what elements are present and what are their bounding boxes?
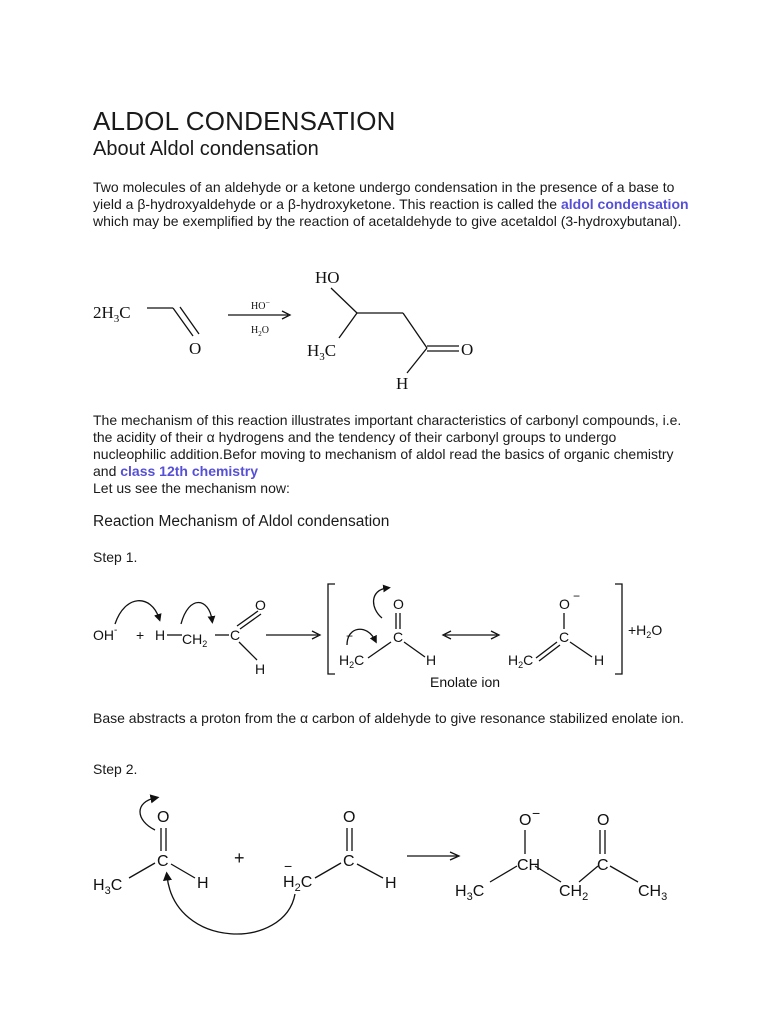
c-h-bond — [239, 642, 257, 660]
ketone-hydrogen: H — [197, 875, 209, 892]
product-bond-2 — [339, 313, 357, 338]
ketone-ch — [171, 864, 195, 878]
product-alkoxide-charge: − — [532, 805, 541, 821]
class-12th-chemistry-link[interactable]: class 12th chemistry — [120, 463, 258, 479]
proton-abstraction-arrow — [115, 601, 159, 624]
carbonyl-oxygen: O — [255, 597, 266, 613]
step2-label: Step 2. — [93, 761, 138, 777]
page-subtitle: About Aldol condensation — [93, 138, 319, 160]
reactant-carbonyl-bond-2 — [180, 307, 199, 334]
step1-caption: Base abstracts a proton from the α carbon of aldehyde to give resonance stabilized enolate ion. — [93, 710, 685, 726]
enolate-hydrogen: H — [594, 652, 605, 668]
carbanion-oxygen: O — [393, 596, 404, 612]
carbanion-ch — [404, 642, 425, 657]
product-ch2-c — [579, 866, 598, 882]
left-bracket — [328, 584, 335, 674]
product-carbonyl-carbon: C — [597, 857, 609, 874]
enolate-carbon: C — [559, 629, 570, 645]
enolate-hydrogen: H — [385, 875, 397, 892]
ketone-oxygen: O — [157, 809, 170, 826]
product-hydroxyl: HO — [315, 268, 340, 287]
aldehyde-hydrogen: H — [255, 661, 266, 677]
product-ch: CH — [517, 857, 541, 874]
enolate-ch — [357, 864, 383, 878]
water-byproduct: $+H_2O$ — [628, 622, 663, 640]
enolate-ion-label: Enolate ion — [430, 674, 501, 690]
electron-shift-arrow — [181, 603, 212, 625]
hydroxide-ion: OH- — [93, 625, 118, 643]
alpha-hydrogen: H — [155, 627, 166, 643]
enolate-h2c: $H_2C$ — [508, 652, 534, 670]
carbonyl-pi-arrow — [140, 798, 155, 830]
mechanism-intro-text-1: The mechanism of this reaction illustrates important characteristics of carbonyl compounds, i.e. the acidity of their α hydrogens and the tendency of their carbonyl groups to undergo nucleophilic addition.Befor moving to mechanism of aldol read the basics of organic chemistry and — [93, 412, 682, 479]
right-bracket — [615, 584, 622, 674]
carbanion-cc — [368, 642, 391, 658]
carbonyl-carbon: C — [230, 627, 241, 643]
overall-reaction-figure — [85, 258, 505, 398]
reactant-formula: $2H_3C$ — [93, 303, 131, 325]
carbanion-hydrogen: H — [426, 652, 437, 668]
enolate-charge: − — [284, 858, 293, 874]
reactant-oxygen: O — [189, 339, 202, 358]
intro-text-2: which may be exemplified by the reaction of acetaldehyde to give acetaldol (3-hydroxybutanal). — [93, 213, 682, 229]
product-alkoxide-oxygen: O — [519, 812, 532, 829]
mechanism-heading: Reaction Mechanism of Aldol condensation — [93, 513, 390, 530]
enolate-charge: − — [573, 589, 581, 603]
enolate-oxygen: O — [559, 596, 570, 612]
ketone-carbon: C — [157, 853, 169, 870]
carbanion-carbon: C — [393, 629, 404, 645]
product-carbonyl-oxygen: O — [597, 812, 610, 829]
product-ch-ch2 — [535, 866, 561, 882]
enolate-carbon: C — [343, 853, 355, 870]
product-oxygen: O — [461, 340, 474, 359]
enolate-oxygen: O — [343, 809, 356, 826]
carbanion-h2c: $H_2C$ — [339, 652, 365, 670]
mechanism-intro-paragraph — [93, 412, 693, 497]
enolate-ch — [570, 642, 592, 657]
product-hydrogen: H — [396, 374, 409, 393]
ketone-cc — [129, 863, 155, 878]
step2-plus: + — [234, 848, 245, 868]
step1-label: Step 1. — [93, 549, 138, 565]
step2-figure — [85, 790, 685, 950]
product-bond-1 — [331, 288, 357, 313]
product-ch2: $CH_2$ — [559, 883, 589, 903]
enolate-cc — [315, 863, 341, 878]
plus-sign: + — [136, 627, 145, 643]
product-methyl: $H_3C$ — [307, 341, 337, 363]
enolate-h2c: $H_2C$ — [283, 874, 313, 894]
carbonyl-shift-arrow — [374, 588, 387, 618]
product-bond-4 — [403, 313, 427, 348]
alpha-carbon: $CH_2$ — [182, 631, 208, 649]
carbanion-charge: − — [346, 629, 354, 643]
aldol-condensation-link[interactable]: aldol condensation — [560, 196, 689, 212]
mechanism-intro-text-2: Let us see the mechanism now: — [93, 480, 290, 496]
product-bond-h — [407, 348, 427, 373]
reagent-hydroxide: HO− — [251, 298, 270, 312]
nucleophilic-attack-arrow — [167, 876, 295, 934]
product-ch3: $CH_3$ — [638, 883, 668, 903]
reagent-water: $H_2O$ — [251, 325, 269, 338]
product-h3c-ch — [490, 866, 517, 882]
intro-text-1: Two molecules of an aldehyde or a ketone undergo condensation in the presence of a base to yield a β-hydroxyaldehyde or a β-hydroxyketone. This reaction is called the — [93, 179, 675, 212]
intro-paragraph — [93, 179, 693, 230]
product-h3c: $H_3C$ — [455, 883, 485, 903]
step1-figure — [85, 578, 705, 696]
ketone-h3c: $H_3C$ — [93, 877, 123, 897]
product-c-ch3 — [610, 866, 638, 882]
page-title: ALDOL CONDENSATION — [93, 106, 396, 136]
